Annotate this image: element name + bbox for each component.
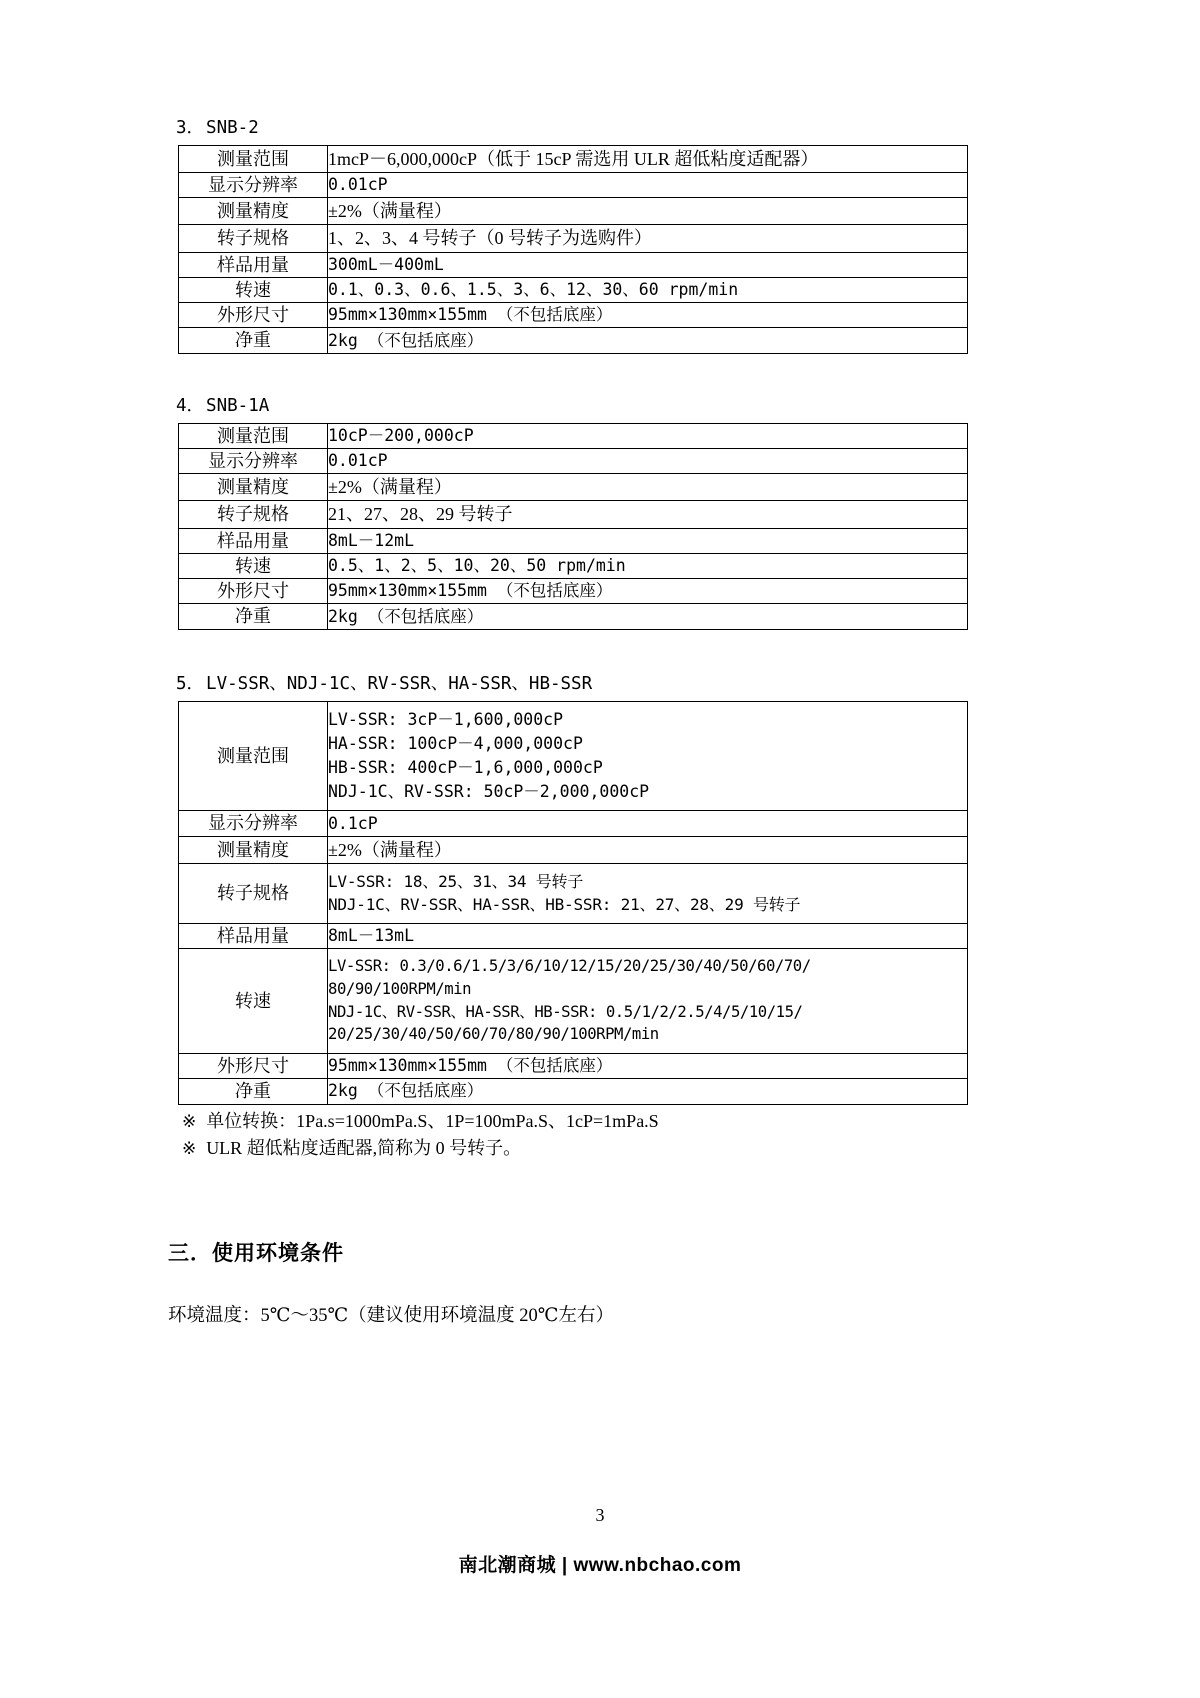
table-row: [179, 924, 968, 949]
row-value: [328, 449, 968, 474]
table-row: [179, 863, 968, 923]
row-value: [328, 863, 968, 923]
row-label: 样品用量: [179, 528, 328, 553]
note-mark-icon: ※: [182, 1139, 197, 1160]
row-value: [328, 501, 968, 528]
row-label: 测量精度: [179, 198, 328, 225]
value-line: 1mcP－6,000,000cP（低于 15cP 需选用 ULR 超低粘度适配器）: [328, 149, 819, 169]
row-value: [328, 277, 968, 302]
row-value: [328, 1079, 968, 1104]
value-line: 0.1、0.3、0.6、1.5、3、6、12、30、60 rpm/min: [328, 280, 739, 300]
table-row: [179, 198, 968, 225]
spec-table-ssr: [178, 701, 968, 1105]
value-line: 95mm×130mm×155mm （不包括底座）: [328, 581, 613, 601]
table-row: [179, 146, 968, 173]
value-line: 10cP－200,000cP: [328, 425, 474, 445]
table-row: [179, 836, 968, 863]
heading-operating-conditions: 三．使用环境条件: [168, 1242, 344, 1266]
value-line: HB-SSR: 400cP－1,6,000,000cP: [328, 757, 603, 777]
value-line: ±2%（满量程）: [328, 201, 452, 222]
row-label: 显示分辨率: [179, 811, 328, 836]
row-label: 测量范围: [179, 146, 328, 173]
row-value: [328, 423, 968, 448]
row-label: 转子规格: [179, 225, 328, 252]
table-row: [179, 579, 968, 604]
table-row: [179, 303, 968, 328]
row-label: 显示分辨率: [179, 449, 328, 474]
row-label: 转速: [179, 553, 328, 578]
table-row: [179, 528, 968, 553]
row-value: [328, 836, 968, 863]
table-row: [179, 949, 968, 1053]
value-line: NDJ-1C、RV-SSR、HA-SSR、HB-SSR: 0.5/1/2/2.5/4/5/10/15/: [328, 1002, 803, 1021]
row-label: 净重: [179, 328, 328, 353]
row-label: 显示分辨率: [179, 173, 328, 198]
value-line: HA-SSR: 100cP－4,000,000cP: [328, 733, 583, 753]
row-value: [328, 924, 968, 949]
value-line: 0.1cP: [328, 813, 378, 833]
row-value: [328, 604, 968, 629]
table-row: [179, 449, 968, 474]
value-line: 2kg （不包括底座）: [328, 606, 484, 626]
row-label: 转子规格: [179, 501, 328, 528]
row-value: [328, 173, 968, 198]
row-value: [328, 949, 968, 1053]
row-value: [328, 811, 968, 836]
row-label: 样品用量: [179, 252, 328, 277]
row-label: 样品用量: [179, 924, 328, 949]
value-line: 1、2、3、4 号转子（0 号转子为选购件）: [328, 228, 652, 249]
row-label: 测量精度: [179, 474, 328, 501]
notes-block: [182, 1108, 958, 1164]
table-row: [179, 474, 968, 501]
row-value: [328, 146, 968, 173]
value-line: ±2%（满量程）: [328, 477, 452, 498]
table-row: [179, 252, 968, 277]
row-label: 净重: [179, 1079, 328, 1104]
value-line: ±2%（满量程）: [328, 839, 452, 860]
table-row: [179, 1053, 968, 1078]
note-mark-icon: ※: [182, 1111, 197, 1132]
value-line: 0.01cP: [328, 451, 388, 471]
section-gap: [168, 630, 958, 674]
table-row: [179, 701, 968, 811]
value-line: 80/90/100RPM/min: [328, 980, 472, 999]
row-label: 测量范围: [179, 701, 328, 811]
row-value: [328, 328, 968, 353]
table-row: [179, 501, 968, 528]
section-number: 5．: [176, 673, 205, 694]
section-number: 3．: [176, 118, 205, 138]
section-number: 4．: [176, 395, 205, 416]
value-line: 95mm×130mm×155mm （不包括底座）: [328, 1056, 613, 1076]
row-label: 净重: [179, 604, 328, 629]
row-label: 外形尺寸: [179, 303, 328, 328]
row-label: 转子规格: [179, 863, 328, 923]
row-label: 测量精度: [179, 836, 328, 863]
table-row: [179, 225, 968, 252]
section-title: SNB-1A: [206, 395, 270, 416]
row-value: [328, 528, 968, 553]
section-gap: [168, 354, 958, 396]
section-caption-snb1a: [176, 396, 958, 417]
value-line: 8mL－12mL: [328, 530, 415, 550]
row-value: [328, 198, 968, 225]
spec-table-snb2: [178, 145, 968, 354]
value-line: LV-SSR: 18、25、31、34 号转子: [328, 871, 584, 891]
row-label: 转速: [179, 949, 328, 1053]
row-label: 转速: [179, 277, 328, 302]
row-value: [328, 579, 968, 604]
table-row: [179, 811, 968, 836]
row-value: [328, 474, 968, 501]
table-row: [179, 328, 968, 353]
row-value: [328, 553, 968, 578]
value-line: LV-SSR: 3cP－1,600,000cP: [328, 709, 564, 729]
value-line: 95mm×130mm×155mm （不包括底座）: [328, 305, 613, 325]
value-line: 0.5、1、2、5、10、20、50 rpm/min: [328, 556, 626, 576]
note-ulr-adapter: [182, 1135, 958, 1163]
note-text: 单位转换：1Pa.s=1000mPa.S、1P=100mPa.S、1cP=1mPa.S: [206, 1110, 659, 1131]
page-content: [168, 118, 958, 1327]
paragraph-ambient-temperature: 环境温度：5℃～35℃（建议使用环境温度 20℃左右）: [168, 1306, 614, 1327]
row-value: [328, 252, 968, 277]
value-line: NDJ-1C、RV-SSR、HA-SSR、HB-SSR: 21、27、28、29 号转子: [328, 895, 801, 914]
row-value: [328, 303, 968, 328]
table-row: [179, 277, 968, 302]
value-line: 20/25/30/40/50/60/70/80/90/100RPM/min: [328, 1025, 659, 1044]
section-caption-ssr: [176, 674, 958, 695]
value-line: 2kg （不包括底座）: [328, 1081, 484, 1101]
row-value: [328, 1053, 968, 1078]
value-line: 8mL－13mL: [328, 926, 415, 946]
row-value: [328, 225, 968, 252]
row-value: [328, 701, 968, 811]
value-line: LV-SSR: 0.3/0.6/1.5/3/6/10/12/15/20/25/30/40/50/60/70/: [328, 957, 811, 976]
section-title: LV-SSR、NDJ-1C、RV-SSR、HA-SSR、HB-SSR: [206, 673, 593, 694]
row-label: 测量范围: [179, 423, 328, 448]
value-line: 2kg （不包括底座）: [328, 330, 484, 350]
value-line: NDJ-1C、RV-SSR: 50cP－2,000,000cP: [328, 781, 650, 801]
value-line: 21、27、28、29 号转子: [328, 504, 513, 525]
table-row: [179, 1079, 968, 1104]
table-row: [179, 423, 968, 448]
value-line: 0.01cP: [328, 175, 388, 195]
spec-table-snb1a: [178, 423, 968, 630]
section-title: SNB-2: [206, 118, 259, 138]
page-number: 3: [595, 1505, 605, 1525]
note-text: ULR 超低粘度适配器,简称为 0 号转子。: [206, 1138, 522, 1159]
table-row: [179, 173, 968, 198]
site-footer: 南北潮商城 | www.nbchao.com: [458, 1555, 742, 1576]
value-line: 300mL－400mL: [328, 254, 444, 274]
row-label: 外形尺寸: [179, 579, 328, 604]
section-caption-snb2: [176, 118, 958, 139]
note-unit-conversion: [182, 1108, 958, 1136]
row-label: 外形尺寸: [179, 1053, 328, 1078]
table-row: [179, 553, 968, 578]
table-row: [179, 604, 968, 629]
